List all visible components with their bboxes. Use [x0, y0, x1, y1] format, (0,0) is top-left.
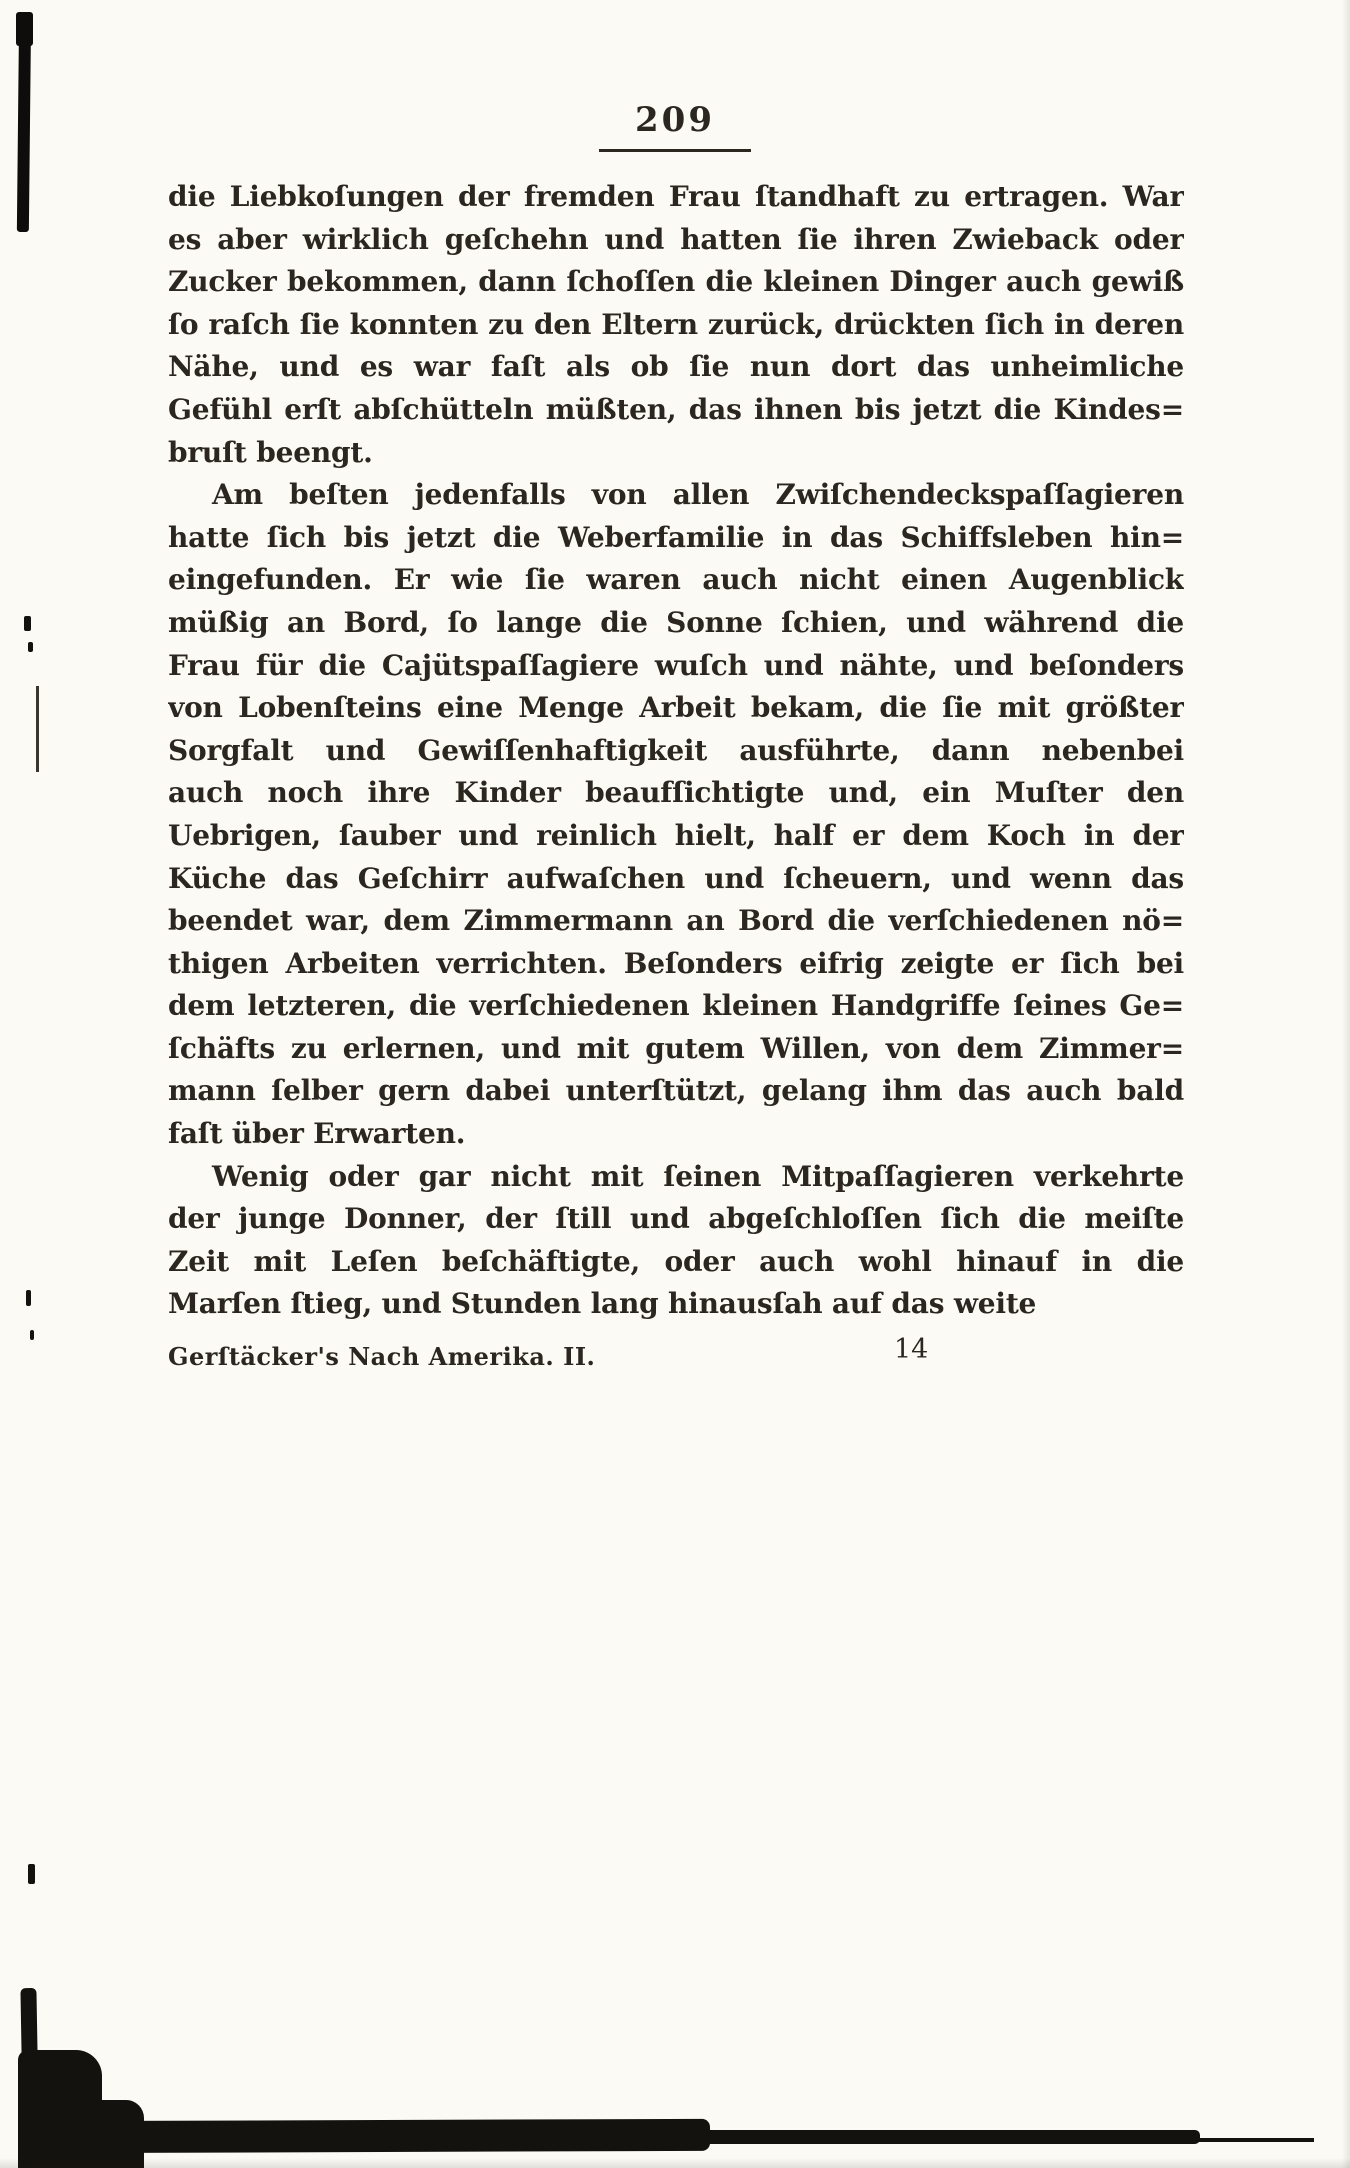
text-line: hatte ſich bis jetzt die Weberfamilie in das Schiffsleben hin= — [168, 520, 1184, 554]
page-header — [0, 100, 1350, 152]
text-line: eingefunden. Er wie ſie waren auch nicht einen Augenblick — [168, 563, 1184, 597]
text-line: ſo raſch ſie konnten zu den Eltern zurück, drückten ſich in deren — [168, 307, 1184, 341]
text-line: ſchäfts zu erlernen, und mit gutem Willen, von dem Zimmer= — [168, 1031, 1184, 1065]
scan-artifact-bottom-line — [1180, 2138, 1314, 2142]
page-edge-shadow-right — [1342, 0, 1350, 2168]
text-line: Am beſten jedenfalls von allen Zwiſchendeckspaſſagieren — [212, 478, 1184, 512]
text-line: Nähe, und es war faſt als ob ſie nun dort das unheimliche — [168, 350, 1184, 384]
text-line: Uebrigen, ſauber und reinlich hielt, half er dem Koch in der — [168, 818, 1184, 852]
text-line: Zeit mit Leſen beſchäftigte, oder auch wohl hinauf in die — [168, 1244, 1184, 1278]
text-line: thigen Arbeiten verrichten. Beſonders eifrig zeigte er ſich bei — [168, 946, 1184, 980]
page-footer — [168, 1334, 1184, 1374]
text-line: Küche das Geſchirr aufwaſchen und ſcheuern, und wenn das — [168, 861, 1184, 895]
scan-artifact-mark — [24, 616, 31, 631]
text-line: Marſen ſtieg, und Stunden lang hinausſah auf das weite — [168, 1287, 1037, 1321]
text-line: bruſt beengt. — [168, 435, 373, 469]
text-line: Sorgfalt und Gewiſſenhaftigkeit ausführte, dann nebenbei — [168, 733, 1184, 767]
text-line: der junge Donner, der ſtill und abgeſchloſſen ſich die meiſte — [168, 1202, 1184, 1236]
text-line: Gefühl erſt abſchütteln müßten, das ihnen bis jetzt die Kindes= — [168, 392, 1184, 426]
paragraph — [168, 1156, 1184, 1326]
scan-artifact-binding-bar-top — [16, 12, 33, 46]
text-line: dem letzteren, die verſchiedenen kleinen Handgriffe ſeines Ge= — [168, 989, 1184, 1023]
text-line: faſt über Erwarten. — [168, 1117, 466, 1151]
text-line: Wenig oder gar nicht mit ſeinen Mitpaſſagieren verkehrte — [212, 1159, 1184, 1193]
paragraph — [168, 176, 1184, 474]
scan-artifact-mark — [30, 1330, 34, 1340]
text-line: Frau für die Cajütspaſſagiere wuſch und nähte, und beſonders — [168, 648, 1184, 682]
text-line: mann ſelber gern dabei unterſtützt, gelang ihm das auch bald — [168, 1074, 1184, 1108]
page-number: 209 — [635, 100, 715, 140]
footer-sheet-number: 14 — [894, 1334, 929, 1365]
text-line: Zucker bekommen, dann ſchoſſen die kleinen Dinger auch gewiß — [168, 265, 1184, 299]
scan-artifact-mark — [28, 642, 33, 652]
page-number-rule — [599, 149, 751, 152]
page-edge-shadow-bottom — [0, 2158, 1350, 2168]
scan-artifact-bottom-bar — [55, 2119, 710, 2153]
text-line: von Lobenſteins eine Menge Arbeit bekam, die ſie mit größter — [168, 691, 1184, 725]
paragraph — [168, 474, 1184, 1156]
text-block — [168, 176, 1184, 1326]
scan-artifact-mark — [28, 1864, 35, 1884]
footer-signature-title: Gerſtäcker's Nach Amerika. II. — [168, 1342, 596, 1371]
text-line: auch noch ihre Kinder beaufſichtigte und, ein Muſter den — [168, 776, 1184, 810]
text-line: es aber wirklich geſchehn und hatten ſie ihren Zwieback oder — [168, 222, 1184, 256]
text-line: müßig an Bord, ſo lange die Sonne ſchien, und während die — [168, 605, 1184, 639]
scan-artifact-mark — [26, 1290, 31, 1306]
scan-artifact-bottom-bar-thin — [640, 2130, 1200, 2144]
text-line: die Liebkoſungen der fremden Frau ſtandhaft zu ertragen. War — [168, 180, 1184, 213]
text-line: beendet war, dem Zimmermann an Bord die verſchiedenen nö= — [168, 904, 1184, 938]
scan-artifact-scratch — [36, 686, 39, 772]
